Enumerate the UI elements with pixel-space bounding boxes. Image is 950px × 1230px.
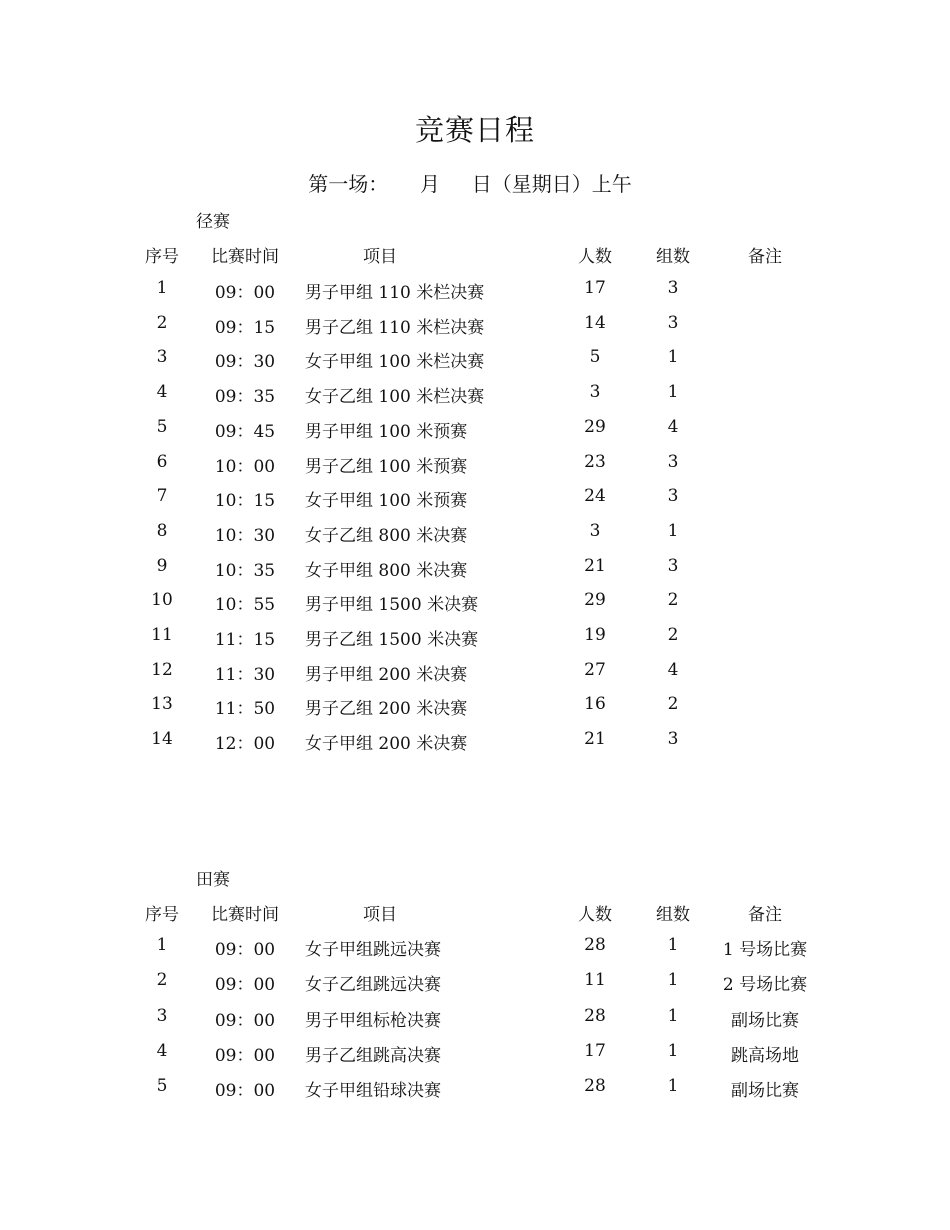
cell-no: 5 (156, 416, 168, 437)
table-row (0, 1041, 950, 1065)
cell-note: 2 号场比赛 (722, 975, 808, 996)
table-row (0, 452, 950, 476)
header-note: 备注 (748, 905, 782, 925)
cell-time: 11：15 (214, 630, 276, 650)
cell-item: 女子甲组 200 米决赛 (305, 734, 468, 755)
cell-no: 1 (156, 935, 168, 955)
table-row (0, 486, 950, 510)
cell-count: 28 (584, 935, 606, 955)
cell-groups: 3 (667, 486, 679, 507)
table-row (0, 729, 950, 753)
cell-time: 10：55 (214, 595, 276, 616)
cell-time: 09：45 (214, 421, 276, 442)
cell-count: 24 (584, 486, 606, 507)
header-time: 比赛时间 (211, 247, 279, 267)
cell-item: 女子甲组铅球决赛 (305, 1081, 441, 1102)
table-row (0, 313, 950, 337)
cell-no: 6 (156, 451, 168, 472)
track-header-row (0, 242, 950, 266)
cell-no: 2 (156, 312, 168, 333)
cell-groups: 4 (667, 416, 679, 437)
table-row (0, 660, 950, 684)
track-section-label: 径赛 (196, 212, 230, 232)
header-no: 序号 (145, 905, 179, 925)
cell-time: 12：00 (214, 734, 276, 755)
cell-note: 副场比赛 (731, 1010, 799, 1031)
cell-item: 女子乙组跳远决赛 (305, 975, 441, 996)
header-groups: 组数 (656, 247, 690, 267)
cell-count: 23 (584, 451, 606, 472)
cell-note: 1 号场比赛 (722, 940, 808, 960)
cell-time: 11：50 (214, 699, 276, 720)
cell-time: 09：00 (214, 1081, 276, 1102)
cell-no: 11 (151, 625, 173, 645)
cell-count: 28 (584, 1076, 606, 1097)
table-row (0, 935, 950, 959)
table-row (0, 1006, 950, 1030)
cell-time: 10：30 (214, 525, 276, 546)
header-no: 序号 (145, 247, 179, 267)
cell-groups: 3 (667, 451, 679, 472)
cell-groups: 1 (667, 382, 679, 403)
cell-item: 女子甲组 100 米栏决赛 (305, 352, 485, 373)
cell-count: 28 (584, 1005, 606, 1026)
cell-time: 09：00 (214, 1045, 276, 1066)
cell-item: 女子甲组跳远决赛 (305, 940, 441, 960)
cell-time: 09：30 (214, 352, 276, 373)
table-row (0, 382, 950, 406)
cell-item: 男子甲组 100 米预赛 (305, 421, 468, 442)
cell-item: 男子乙组 1500 米决赛 (305, 630, 479, 650)
page-title: 竞赛日程 (414, 113, 535, 147)
table-row (0, 1076, 950, 1100)
cell-note: 副场比赛 (731, 1081, 799, 1102)
cell-time: 09：35 (214, 387, 276, 408)
cell-no: 3 (156, 1005, 168, 1026)
cell-note: 跳高场地 (731, 1045, 799, 1066)
cell-count: 3 (589, 382, 601, 403)
cell-groups: 1 (667, 520, 679, 541)
cell-count: 3 (589, 520, 601, 541)
table-row (0, 970, 950, 994)
cell-groups: 1 (667, 970, 679, 991)
cell-item: 男子甲组 1500 米决赛 (305, 595, 479, 616)
cell-no: 1 (156, 278, 168, 298)
cell-item: 女子乙组 800 米决赛 (305, 525, 468, 546)
cell-time: 09：00 (214, 283, 276, 303)
cell-item: 女子乙组 100 米栏决赛 (305, 387, 485, 408)
cell-time: 09：15 (214, 317, 276, 338)
cell-no: 12 (151, 659, 173, 680)
cell-item: 男子甲组 200 米决赛 (305, 664, 468, 685)
header-count: 人数 (578, 247, 612, 267)
table-row (0, 694, 950, 718)
cell-no: 14 (151, 729, 173, 750)
cell-groups: 3 (667, 555, 679, 576)
cell-groups: 3 (667, 278, 679, 298)
header-note: 备注 (748, 247, 782, 267)
cell-count: 27 (584, 659, 606, 680)
cell-groups: 4 (667, 659, 679, 680)
cell-count: 17 (584, 278, 606, 298)
cell-no: 8 (156, 520, 168, 541)
cell-no: 3 (156, 347, 168, 368)
cell-count: 29 (584, 416, 606, 437)
session-subtitle: 第一场： 月 日（星期日）上午 (308, 172, 632, 196)
header-item: 项目 (363, 905, 397, 925)
cell-no: 5 (156, 1076, 168, 1097)
table-row (0, 590, 950, 614)
cell-item: 男子乙组跳高决赛 (305, 1045, 441, 1066)
cell-item: 男子乙组 110 米栏决赛 (305, 317, 485, 338)
cell-item: 女子甲组 800 米决赛 (305, 560, 468, 581)
cell-item: 男子乙组 100 米预赛 (305, 456, 468, 477)
header-count: 人数 (578, 905, 612, 925)
cell-count: 17 (584, 1040, 606, 1061)
cell-groups: 1 (667, 1040, 679, 1061)
table-row (0, 417, 950, 441)
table-row (0, 625, 950, 649)
cell-count: 5 (589, 347, 601, 368)
cell-groups: 2 (667, 694, 679, 715)
cell-item: 男子甲组 110 米栏决赛 (305, 283, 485, 303)
cell-no: 10 (151, 590, 173, 611)
header-groups: 组数 (656, 905, 690, 925)
cell-time: 09：00 (214, 1010, 276, 1031)
cell-time: 10：35 (214, 560, 276, 581)
cell-time: 09：00 (214, 940, 276, 960)
field-header-row (0, 900, 950, 924)
cell-count: 21 (584, 555, 606, 576)
cell-no: 13 (151, 694, 173, 715)
cell-count: 14 (584, 312, 606, 333)
cell-no: 9 (156, 555, 168, 576)
cell-time: 11：30 (214, 664, 276, 685)
table-row (0, 347, 950, 371)
table-row (0, 556, 950, 580)
cell-time: 09：00 (214, 975, 276, 996)
table-row (0, 278, 950, 302)
cell-groups: 3 (667, 312, 679, 333)
cell-time: 10：15 (214, 491, 276, 512)
cell-groups: 1 (667, 1005, 679, 1026)
cell-groups: 1 (667, 1076, 679, 1097)
cell-no: 7 (156, 486, 168, 507)
cell-time: 10：00 (214, 456, 276, 477)
cell-no: 2 (156, 970, 168, 991)
cell-item: 男子乙组 200 米决赛 (305, 699, 468, 720)
cell-no: 4 (156, 382, 168, 403)
cell-count: 16 (584, 694, 606, 715)
cell-count: 11 (584, 970, 606, 991)
field-section-label: 田赛 (196, 870, 230, 890)
cell-count: 21 (584, 729, 606, 750)
cell-groups: 2 (667, 590, 679, 611)
cell-item: 女子甲组 100 米预赛 (305, 491, 468, 512)
cell-count: 19 (584, 625, 606, 645)
cell-groups: 1 (667, 935, 679, 955)
cell-no: 4 (156, 1040, 168, 1061)
cell-groups: 2 (667, 625, 679, 645)
cell-groups: 1 (667, 347, 679, 368)
cell-item: 男子甲组标枪决赛 (305, 1010, 441, 1031)
cell-count: 29 (584, 590, 606, 611)
cell-groups: 3 (667, 729, 679, 750)
header-item: 项目 (363, 247, 397, 267)
header-time: 比赛时间 (211, 905, 279, 925)
table-row (0, 521, 950, 545)
